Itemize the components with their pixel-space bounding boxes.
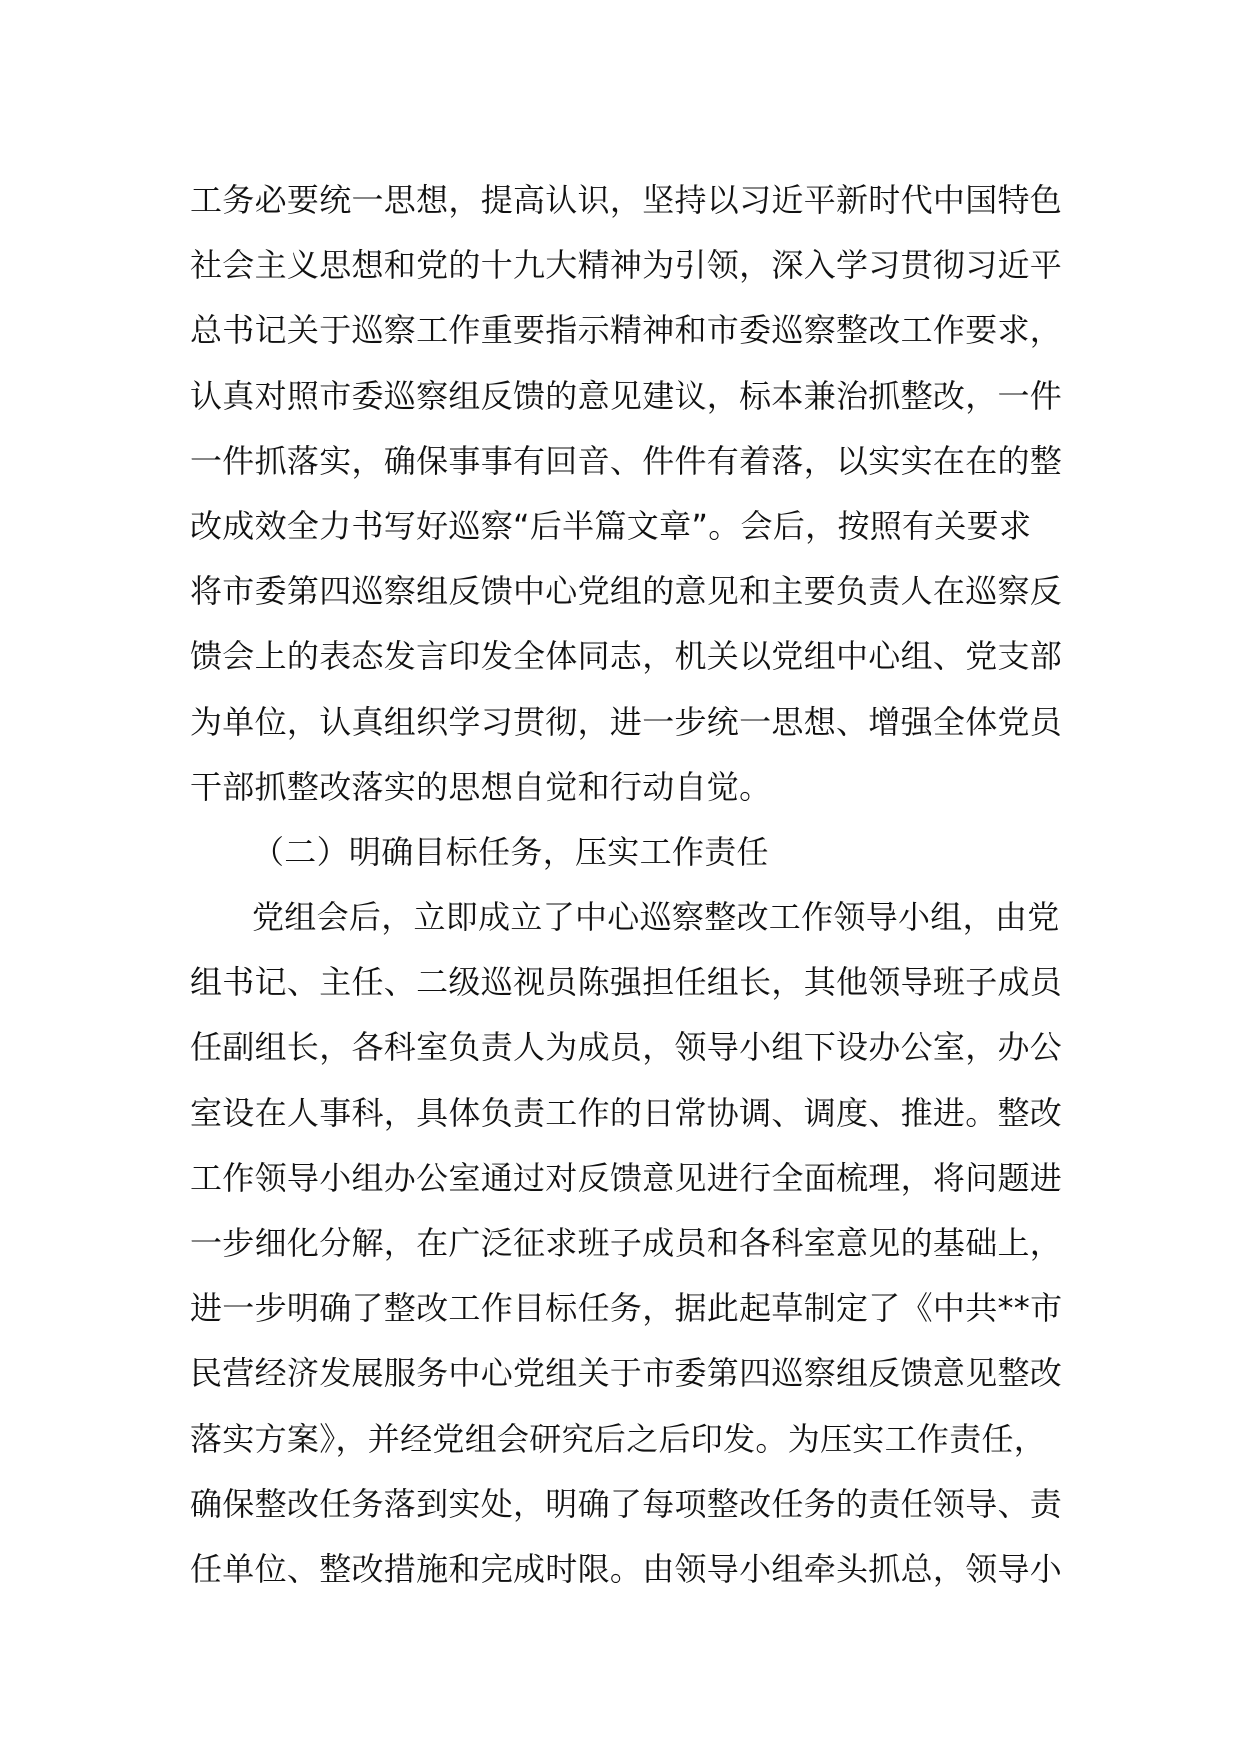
text-line: 任副组长，各科室负责人为成员，领导小组下设办公室，办公 xyxy=(190,1028,1063,1067)
text-line: 认真对照市委巡察组反馈的意见建议，标本兼治抓整改，一件 xyxy=(190,376,1063,415)
text-line: 进一步明确了整改工作目标任务，据此起草制定了《中共**市 xyxy=(190,1289,1063,1328)
text-line: 一件抓落实，确保事事有回音、件件有着落，以实实在在的整 xyxy=(190,441,1063,480)
section-heading: （二）明确目标任务，压实工作责任 xyxy=(252,832,769,871)
text-line: 任单位、整改措施和完成时限。由领导小组牵头抓总，领导小 xyxy=(190,1549,1063,1588)
text-line: 落实方案》，并经党组会研究后之后印发。为压实工作责任， xyxy=(190,1419,1047,1458)
document-body xyxy=(190,168,1070,1602)
text-line: 干部抓整改落实的思想自觉和行动自觉。 xyxy=(190,767,772,806)
text-line: 社会主义思想和党的十九大精神为引领，深入学习贯彻习近平 xyxy=(190,246,1063,285)
text-line: 将市委第四巡察组反馈中心党组的意见和主要负责人在巡察反 xyxy=(190,572,1063,611)
text-line: 组书记、主任、二级巡视员陈强担任组长，其他领导班子成员 xyxy=(190,963,1063,1002)
text-line: 工作领导小组办公室通过对反馈意见进行全面梳理，将问题进 xyxy=(190,1158,1063,1197)
text-line: 确保整改任务落到实处，明确了每项整改任务的责任领导、责 xyxy=(190,1484,1063,1523)
text-line: 民营经济发展服务中心党组关于市委第四巡察组反馈意见整改 xyxy=(190,1354,1063,1393)
text-line: 馈会上的表态发言印发全体同志，机关以党组中心组、党支部 xyxy=(190,637,1063,676)
text-line: 工务必要统一思想，提高认识，坚持以习近平新时代中国特色 xyxy=(190,181,1063,219)
text-line: 一步细化分解，在广泛征求班子成员和各科室意见的基础上， xyxy=(190,1224,1063,1262)
paragraph-first-line: 党组会后，立即成立了中心巡察整改工作领导小组，由党 xyxy=(252,898,1060,937)
text-line: 总书记关于巡察工作重要指示精神和市委巡察整改工作要求， xyxy=(190,311,1063,350)
text-line: 改成效全力书写好巡察“后半篇文章”。会后，按照有关要求 xyxy=(190,506,1032,545)
text-line: 室设在人事科，具体负责工作的日常协调、调度、推进。整改 xyxy=(190,1093,1063,1132)
text-line: 为单位，认真组织学习贯彻，进一步统一思想、增强全体党员 xyxy=(190,702,1063,741)
